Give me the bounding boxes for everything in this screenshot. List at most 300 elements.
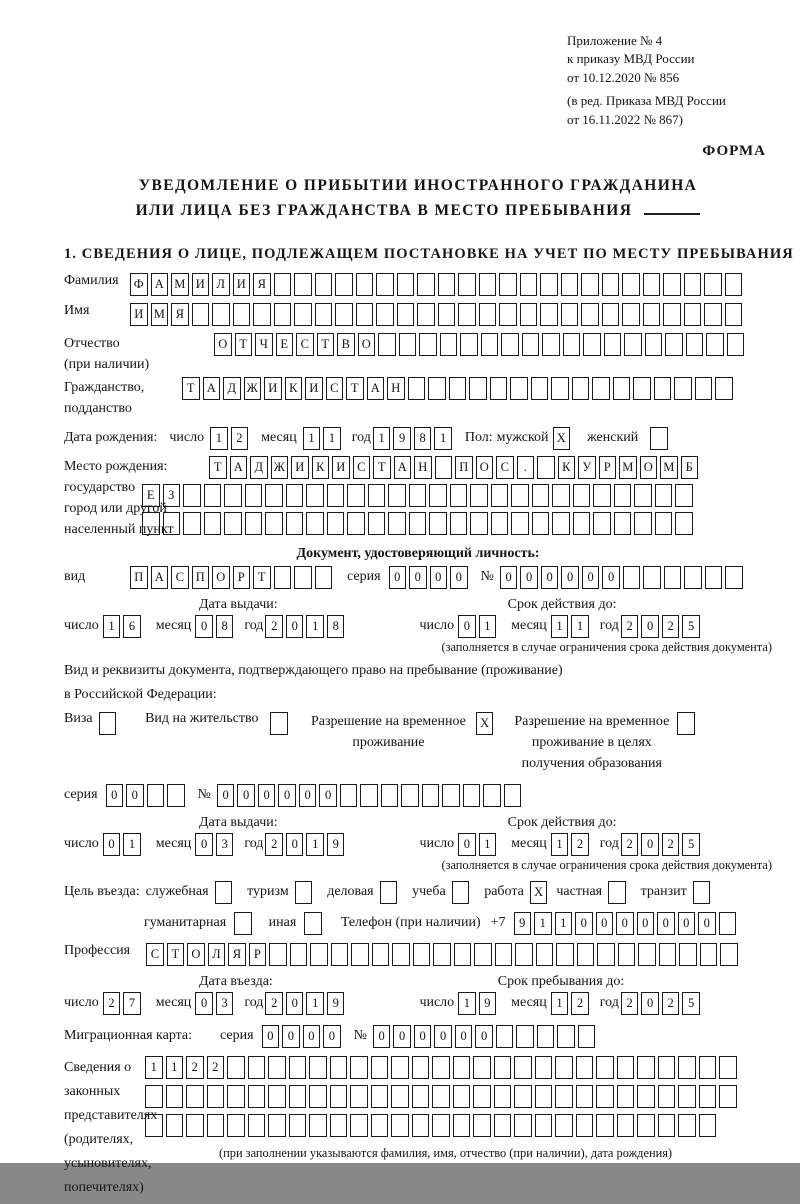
char-cell[interactable]: 0 (430, 566, 448, 589)
char-cell[interactable] (535, 1085, 553, 1108)
identity-issue-day[interactable] (103, 615, 144, 638)
char-cell[interactable] (678, 1056, 696, 1079)
char-cell[interactable]: П (130, 566, 148, 589)
char-cell[interactable]: 0 (195, 615, 213, 638)
char-cell[interactable]: Ф (130, 273, 148, 296)
char-cell[interactable]: 9 (514, 912, 532, 935)
char-cell[interactable]: 6 (123, 615, 141, 638)
char-cell[interactable] (371, 1056, 389, 1079)
char-cell[interactable]: Н (414, 456, 432, 479)
char-cell[interactable]: 3 (216, 833, 234, 856)
char-cell[interactable] (391, 1085, 409, 1108)
char-cell[interactable]: 0 (500, 566, 518, 589)
char-cell[interactable]: 1 (458, 992, 476, 1015)
char-cell[interactable]: О (476, 456, 494, 479)
char-cell[interactable] (638, 943, 656, 966)
char-cell[interactable]: 2 (662, 833, 680, 856)
entry-month[interactable] (195, 992, 236, 1015)
char-cell[interactable] (501, 333, 519, 356)
char-cell[interactable] (350, 1085, 368, 1108)
char-cell[interactable]: 0 (698, 912, 716, 935)
char-cell[interactable] (350, 1114, 368, 1137)
char-cell[interactable]: П (192, 566, 210, 589)
char-cell[interactable] (253, 303, 271, 326)
char-cell[interactable] (429, 512, 447, 535)
profession-input[interactable] (146, 943, 741, 966)
char-cell[interactable] (520, 303, 538, 326)
char-cell[interactable]: 0 (262, 1025, 280, 1048)
char-cell[interactable] (516, 1025, 534, 1048)
char-cell[interactable] (583, 333, 601, 356)
char-cell[interactable] (397, 273, 415, 296)
char-cell[interactable] (417, 303, 435, 326)
char-cell[interactable] (618, 943, 636, 966)
char-cell[interactable] (695, 377, 713, 400)
patronymic-input[interactable] (214, 333, 747, 356)
char-cell[interactable]: 0 (582, 566, 600, 589)
char-cell[interactable] (388, 484, 406, 507)
char-cell[interactable] (204, 484, 222, 507)
char-cell[interactable] (532, 512, 550, 535)
char-cell[interactable]: 0 (455, 1025, 473, 1048)
char-cell[interactable] (483, 784, 501, 807)
char-cell[interactable] (186, 1114, 204, 1137)
char-cell[interactable] (294, 566, 312, 589)
char-cell[interactable]: 8 (216, 615, 234, 638)
char-cell[interactable] (412, 1114, 430, 1137)
char-cell[interactable] (409, 484, 427, 507)
char-cell[interactable] (454, 943, 472, 966)
char-cell[interactable] (289, 1085, 307, 1108)
residence-issue-month[interactable] (195, 833, 236, 856)
char-cell[interactable]: 2 (207, 1056, 225, 1079)
char-cell[interactable]: Р (233, 566, 251, 589)
char-cell[interactable]: 1 (323, 427, 341, 450)
char-cell[interactable] (654, 377, 672, 400)
char-cell[interactable] (270, 712, 288, 735)
char-cell[interactable] (453, 1056, 471, 1079)
char-cell[interactable] (577, 943, 595, 966)
birth-place-input-row2[interactable] (142, 484, 772, 507)
char-cell[interactable]: К (312, 456, 330, 479)
char-cell[interactable] (207, 1114, 225, 1137)
char-cell[interactable] (634, 484, 652, 507)
char-cell[interactable]: И (264, 377, 282, 400)
char-cell[interactable] (331, 943, 349, 966)
char-cell[interactable] (495, 943, 513, 966)
char-cell[interactable] (699, 1114, 717, 1137)
char-cell[interactable] (705, 566, 723, 589)
char-cell[interactable] (360, 784, 378, 807)
phone-input[interactable] (514, 912, 740, 935)
char-cell[interactable] (268, 1085, 286, 1108)
char-cell[interactable] (719, 1056, 737, 1079)
char-cell[interactable] (596, 1085, 614, 1108)
residence-issue-year[interactable] (265, 833, 347, 856)
char-cell[interactable]: К (285, 377, 303, 400)
char-cell[interactable] (99, 712, 117, 735)
char-cell[interactable] (330, 1085, 348, 1108)
char-cell[interactable]: 1 (555, 912, 573, 935)
char-cell[interactable]: 1 (551, 833, 569, 856)
char-cell[interactable] (368, 484, 386, 507)
char-cell[interactable] (408, 377, 426, 400)
char-cell[interactable] (429, 484, 447, 507)
char-cell[interactable] (351, 943, 369, 966)
entry-day[interactable] (103, 992, 144, 1015)
char-cell[interactable]: 2 (265, 833, 283, 856)
char-cell[interactable] (435, 456, 453, 479)
char-cell[interactable] (614, 512, 632, 535)
char-cell[interactable]: К (558, 456, 576, 479)
char-cell[interactable]: 0 (286, 615, 304, 638)
char-cell[interactable]: А (203, 377, 221, 400)
char-cell[interactable] (572, 377, 590, 400)
char-cell[interactable] (537, 1025, 555, 1048)
char-cell[interactable] (265, 484, 283, 507)
char-cell[interactable] (450, 484, 468, 507)
migration-card-number-input[interactable] (373, 1025, 599, 1048)
char-cell[interactable] (634, 512, 652, 535)
char-cell[interactable]: И (233, 273, 251, 296)
char-cell[interactable] (637, 1056, 655, 1079)
purpose-official-checkbox[interactable] (215, 881, 236, 904)
char-cell[interactable]: 0 (575, 912, 593, 935)
char-cell[interactable]: 5 (682, 615, 700, 638)
char-cell[interactable] (234, 912, 252, 935)
char-cell[interactable] (227, 1085, 245, 1108)
char-cell[interactable] (315, 566, 333, 589)
char-cell[interactable] (699, 1085, 717, 1108)
char-cell[interactable] (515, 943, 533, 966)
char-cell[interactable]: С (171, 566, 189, 589)
char-cell[interactable] (719, 912, 737, 935)
char-cell[interactable] (453, 1085, 471, 1108)
char-cell[interactable]: 0 (258, 784, 276, 807)
char-cell[interactable]: 0 (450, 566, 468, 589)
char-cell[interactable] (207, 1085, 225, 1108)
char-cell[interactable]: 0 (541, 566, 559, 589)
char-cell[interactable] (617, 1085, 635, 1108)
char-cell[interactable]: Т (346, 377, 364, 400)
char-cell[interactable] (514, 1085, 532, 1108)
char-cell[interactable]: О (212, 566, 230, 589)
char-cell[interactable] (540, 273, 558, 296)
char-cell[interactable]: 0 (286, 992, 304, 1015)
char-cell[interactable]: 0 (641, 992, 659, 1015)
residence-number-input[interactable] (217, 784, 525, 807)
char-cell[interactable]: 0 (616, 912, 634, 935)
birth-month-input[interactable] (303, 427, 344, 450)
char-cell[interactable]: О (187, 943, 205, 966)
char-cell[interactable] (347, 484, 365, 507)
char-cell[interactable] (573, 512, 591, 535)
char-cell[interactable]: 0 (237, 784, 255, 807)
char-cell[interactable]: . (517, 456, 535, 479)
char-cell[interactable] (643, 273, 661, 296)
char-cell[interactable]: Л (212, 273, 230, 296)
char-cell[interactable] (597, 943, 615, 966)
char-cell[interactable]: М (619, 456, 637, 479)
char-cell[interactable] (715, 377, 733, 400)
char-cell[interactable]: 8 (327, 615, 345, 638)
char-cell[interactable] (340, 784, 358, 807)
char-cell[interactable] (593, 484, 611, 507)
char-cell[interactable]: 2 (662, 615, 680, 638)
char-cell[interactable]: 1 (306, 615, 324, 638)
male-checkbox[interactable] (553, 427, 574, 450)
char-cell[interactable] (727, 333, 745, 356)
char-cell[interactable]: А (230, 456, 248, 479)
char-cell[interactable]: Я (171, 303, 189, 326)
char-cell[interactable]: А (151, 566, 169, 589)
char-cell[interactable] (432, 1056, 450, 1079)
char-cell[interactable] (268, 1056, 286, 1079)
char-cell[interactable]: 0 (637, 912, 655, 935)
char-cell[interactable]: Р (249, 943, 267, 966)
purpose-work-checkbox[interactable] (530, 881, 551, 904)
char-cell[interactable] (310, 943, 328, 966)
char-cell[interactable]: 2 (265, 992, 283, 1015)
char-cell[interactable]: Я (228, 943, 246, 966)
char-cell[interactable] (573, 484, 591, 507)
char-cell[interactable] (693, 881, 711, 904)
char-cell[interactable] (576, 1114, 594, 1137)
char-cell[interactable] (295, 881, 313, 904)
char-cell[interactable] (245, 512, 263, 535)
char-cell[interactable] (440, 333, 458, 356)
purpose-private-checkbox[interactable] (608, 881, 629, 904)
char-cell[interactable] (304, 912, 322, 935)
char-cell[interactable]: 3 (216, 992, 234, 1015)
char-cell[interactable] (561, 303, 579, 326)
char-cell[interactable] (643, 566, 661, 589)
char-cell[interactable] (678, 1085, 696, 1108)
char-cell[interactable] (433, 943, 451, 966)
char-cell[interactable] (289, 1056, 307, 1079)
char-cell[interactable] (563, 333, 581, 356)
char-cell[interactable] (490, 377, 508, 400)
char-cell[interactable] (658, 1056, 676, 1079)
char-cell[interactable] (224, 484, 242, 507)
char-cell[interactable] (470, 512, 488, 535)
char-cell[interactable] (192, 303, 210, 326)
char-cell[interactable] (309, 1114, 327, 1137)
char-cell[interactable]: Е (142, 484, 160, 507)
char-cell[interactable]: И (332, 456, 350, 479)
char-cell[interactable] (442, 784, 460, 807)
residence-issue-day[interactable] (103, 833, 144, 856)
identity-series-input[interactable] (389, 566, 471, 589)
char-cell[interactable] (368, 512, 386, 535)
char-cell[interactable]: Т (209, 456, 227, 479)
char-cell[interactable] (555, 1085, 573, 1108)
char-cell[interactable] (227, 1114, 245, 1137)
char-cell[interactable] (378, 333, 396, 356)
char-cell[interactable] (663, 303, 681, 326)
char-cell[interactable] (581, 303, 599, 326)
char-cell[interactable]: 7 (123, 992, 141, 1015)
char-cell[interactable] (294, 303, 312, 326)
char-cell[interactable] (719, 1085, 737, 1108)
char-cell[interactable] (227, 1056, 245, 1079)
char-cell[interactable] (315, 273, 333, 296)
char-cell[interactable] (494, 1114, 512, 1137)
char-cell[interactable]: 0 (475, 1025, 493, 1048)
char-cell[interactable] (494, 1085, 512, 1108)
char-cell[interactable] (504, 784, 522, 807)
char-cell[interactable]: Р (599, 456, 617, 479)
char-cell[interactable] (706, 333, 724, 356)
char-cell[interactable] (592, 377, 610, 400)
char-cell[interactable] (166, 1085, 184, 1108)
char-cell[interactable]: И (130, 303, 148, 326)
char-cell[interactable] (248, 1085, 266, 1108)
char-cell[interactable]: Д (223, 377, 241, 400)
char-cell[interactable] (335, 273, 353, 296)
char-cell[interactable] (469, 377, 487, 400)
char-cell[interactable] (596, 1056, 614, 1079)
char-cell[interactable]: 2 (621, 833, 639, 856)
char-cell[interactable] (183, 484, 201, 507)
char-cell[interactable]: 1 (145, 1056, 163, 1079)
char-cell[interactable]: П (455, 456, 473, 479)
birth-year-input[interactable] (373, 427, 455, 450)
char-cell[interactable]: 0 (458, 833, 476, 856)
char-cell[interactable] (725, 566, 743, 589)
temp-residence-checkbox[interactable] (476, 712, 497, 735)
char-cell[interactable] (479, 303, 497, 326)
char-cell[interactable] (401, 784, 419, 807)
char-cell[interactable] (356, 303, 374, 326)
char-cell[interactable] (474, 943, 492, 966)
char-cell[interactable] (224, 512, 242, 535)
char-cell[interactable]: 0 (106, 784, 124, 807)
char-cell[interactable] (664, 566, 682, 589)
char-cell[interactable]: 0 (278, 784, 296, 807)
char-cell[interactable]: А (151, 273, 169, 296)
char-cell[interactable]: Е (276, 333, 294, 356)
given-name-input[interactable] (130, 303, 745, 326)
residence-series-input[interactable] (106, 784, 188, 807)
char-cell[interactable] (520, 273, 538, 296)
char-cell[interactable] (679, 943, 697, 966)
char-cell[interactable]: Т (235, 333, 253, 356)
char-cell[interactable] (614, 484, 632, 507)
char-cell[interactable]: 0 (217, 784, 235, 807)
char-cell[interactable]: 5 (682, 992, 700, 1015)
char-cell[interactable] (622, 303, 640, 326)
char-cell[interactable] (552, 484, 570, 507)
residence-permit-checkbox[interactable] (270, 712, 291, 735)
char-cell[interactable] (419, 333, 437, 356)
char-cell[interactable] (388, 512, 406, 535)
char-cell[interactable] (537, 456, 555, 479)
char-cell[interactable]: 2 (103, 992, 121, 1015)
char-cell[interactable]: И (192, 273, 210, 296)
entry-year[interactable] (265, 992, 347, 1015)
char-cell[interactable]: 0 (286, 833, 304, 856)
char-cell[interactable] (438, 303, 456, 326)
char-cell[interactable]: И (291, 456, 309, 479)
char-cell[interactable] (699, 1056, 717, 1079)
char-cell[interactable] (643, 303, 661, 326)
char-cell[interactable] (576, 1085, 594, 1108)
char-cell[interactable] (391, 1056, 409, 1079)
migration-card-series-input[interactable] (262, 1025, 344, 1048)
purpose-other-checkbox[interactable] (304, 912, 325, 935)
residence-expiry-year[interactable] (621, 833, 703, 856)
female-checkbox[interactable] (650, 427, 671, 450)
char-cell[interactable] (658, 1085, 676, 1108)
char-cell[interactable] (397, 303, 415, 326)
char-cell[interactable] (617, 1114, 635, 1137)
char-cell[interactable] (463, 784, 481, 807)
char-cell[interactable]: 0 (678, 912, 696, 935)
char-cell[interactable] (330, 1056, 348, 1079)
char-cell[interactable] (286, 512, 304, 535)
char-cell[interactable] (720, 943, 738, 966)
char-cell[interactable] (725, 303, 743, 326)
char-cell[interactable]: 0 (282, 1025, 300, 1048)
char-cell[interactable] (327, 484, 345, 507)
char-cell[interactable] (460, 333, 478, 356)
char-cell[interactable] (576, 1056, 594, 1079)
char-cell[interactable] (183, 512, 201, 535)
char-cell[interactable]: 0 (561, 566, 579, 589)
char-cell[interactable] (268, 1114, 286, 1137)
char-cell[interactable] (725, 273, 743, 296)
char-cell[interactable] (514, 1056, 532, 1079)
purpose-transit-checkbox[interactable] (693, 881, 714, 904)
char-cell[interactable]: 1 (479, 833, 497, 856)
legal-reps-input-row3[interactable] (145, 1114, 772, 1137)
char-cell[interactable] (494, 1056, 512, 1079)
char-cell[interactable] (556, 943, 574, 966)
identity-issue-year[interactable] (265, 615, 347, 638)
char-cell[interactable]: 2 (621, 992, 639, 1015)
char-cell[interactable] (674, 377, 692, 400)
char-cell[interactable] (491, 484, 509, 507)
char-cell[interactable] (274, 303, 292, 326)
char-cell[interactable] (274, 273, 292, 296)
char-cell[interactable] (536, 943, 554, 966)
char-cell[interactable] (557, 1025, 575, 1048)
char-cell[interactable]: 2 (621, 615, 639, 638)
char-cell[interactable] (274, 566, 292, 589)
char-cell[interactable]: Т (253, 566, 271, 589)
char-cell[interactable]: Б (681, 456, 699, 479)
char-cell[interactable] (552, 512, 570, 535)
char-cell[interactable] (473, 1056, 491, 1079)
char-cell[interactable] (432, 1114, 450, 1137)
char-cell[interactable]: 0 (602, 566, 620, 589)
char-cell[interactable]: 5 (682, 833, 700, 856)
char-cell[interactable] (700, 943, 718, 966)
char-cell[interactable] (269, 943, 287, 966)
char-cell[interactable]: 1 (306, 833, 324, 856)
char-cell[interactable] (514, 1114, 532, 1137)
char-cell[interactable]: 0 (596, 912, 614, 935)
char-cell[interactable] (413, 943, 431, 966)
char-cell[interactable]: 1 (210, 427, 228, 450)
char-cell[interactable]: А (367, 377, 385, 400)
residence-expiry-month[interactable] (551, 833, 592, 856)
char-cell[interactable] (602, 273, 620, 296)
char-cell[interactable] (449, 377, 467, 400)
char-cell[interactable] (450, 512, 468, 535)
visa-checkbox[interactable] (99, 712, 120, 735)
